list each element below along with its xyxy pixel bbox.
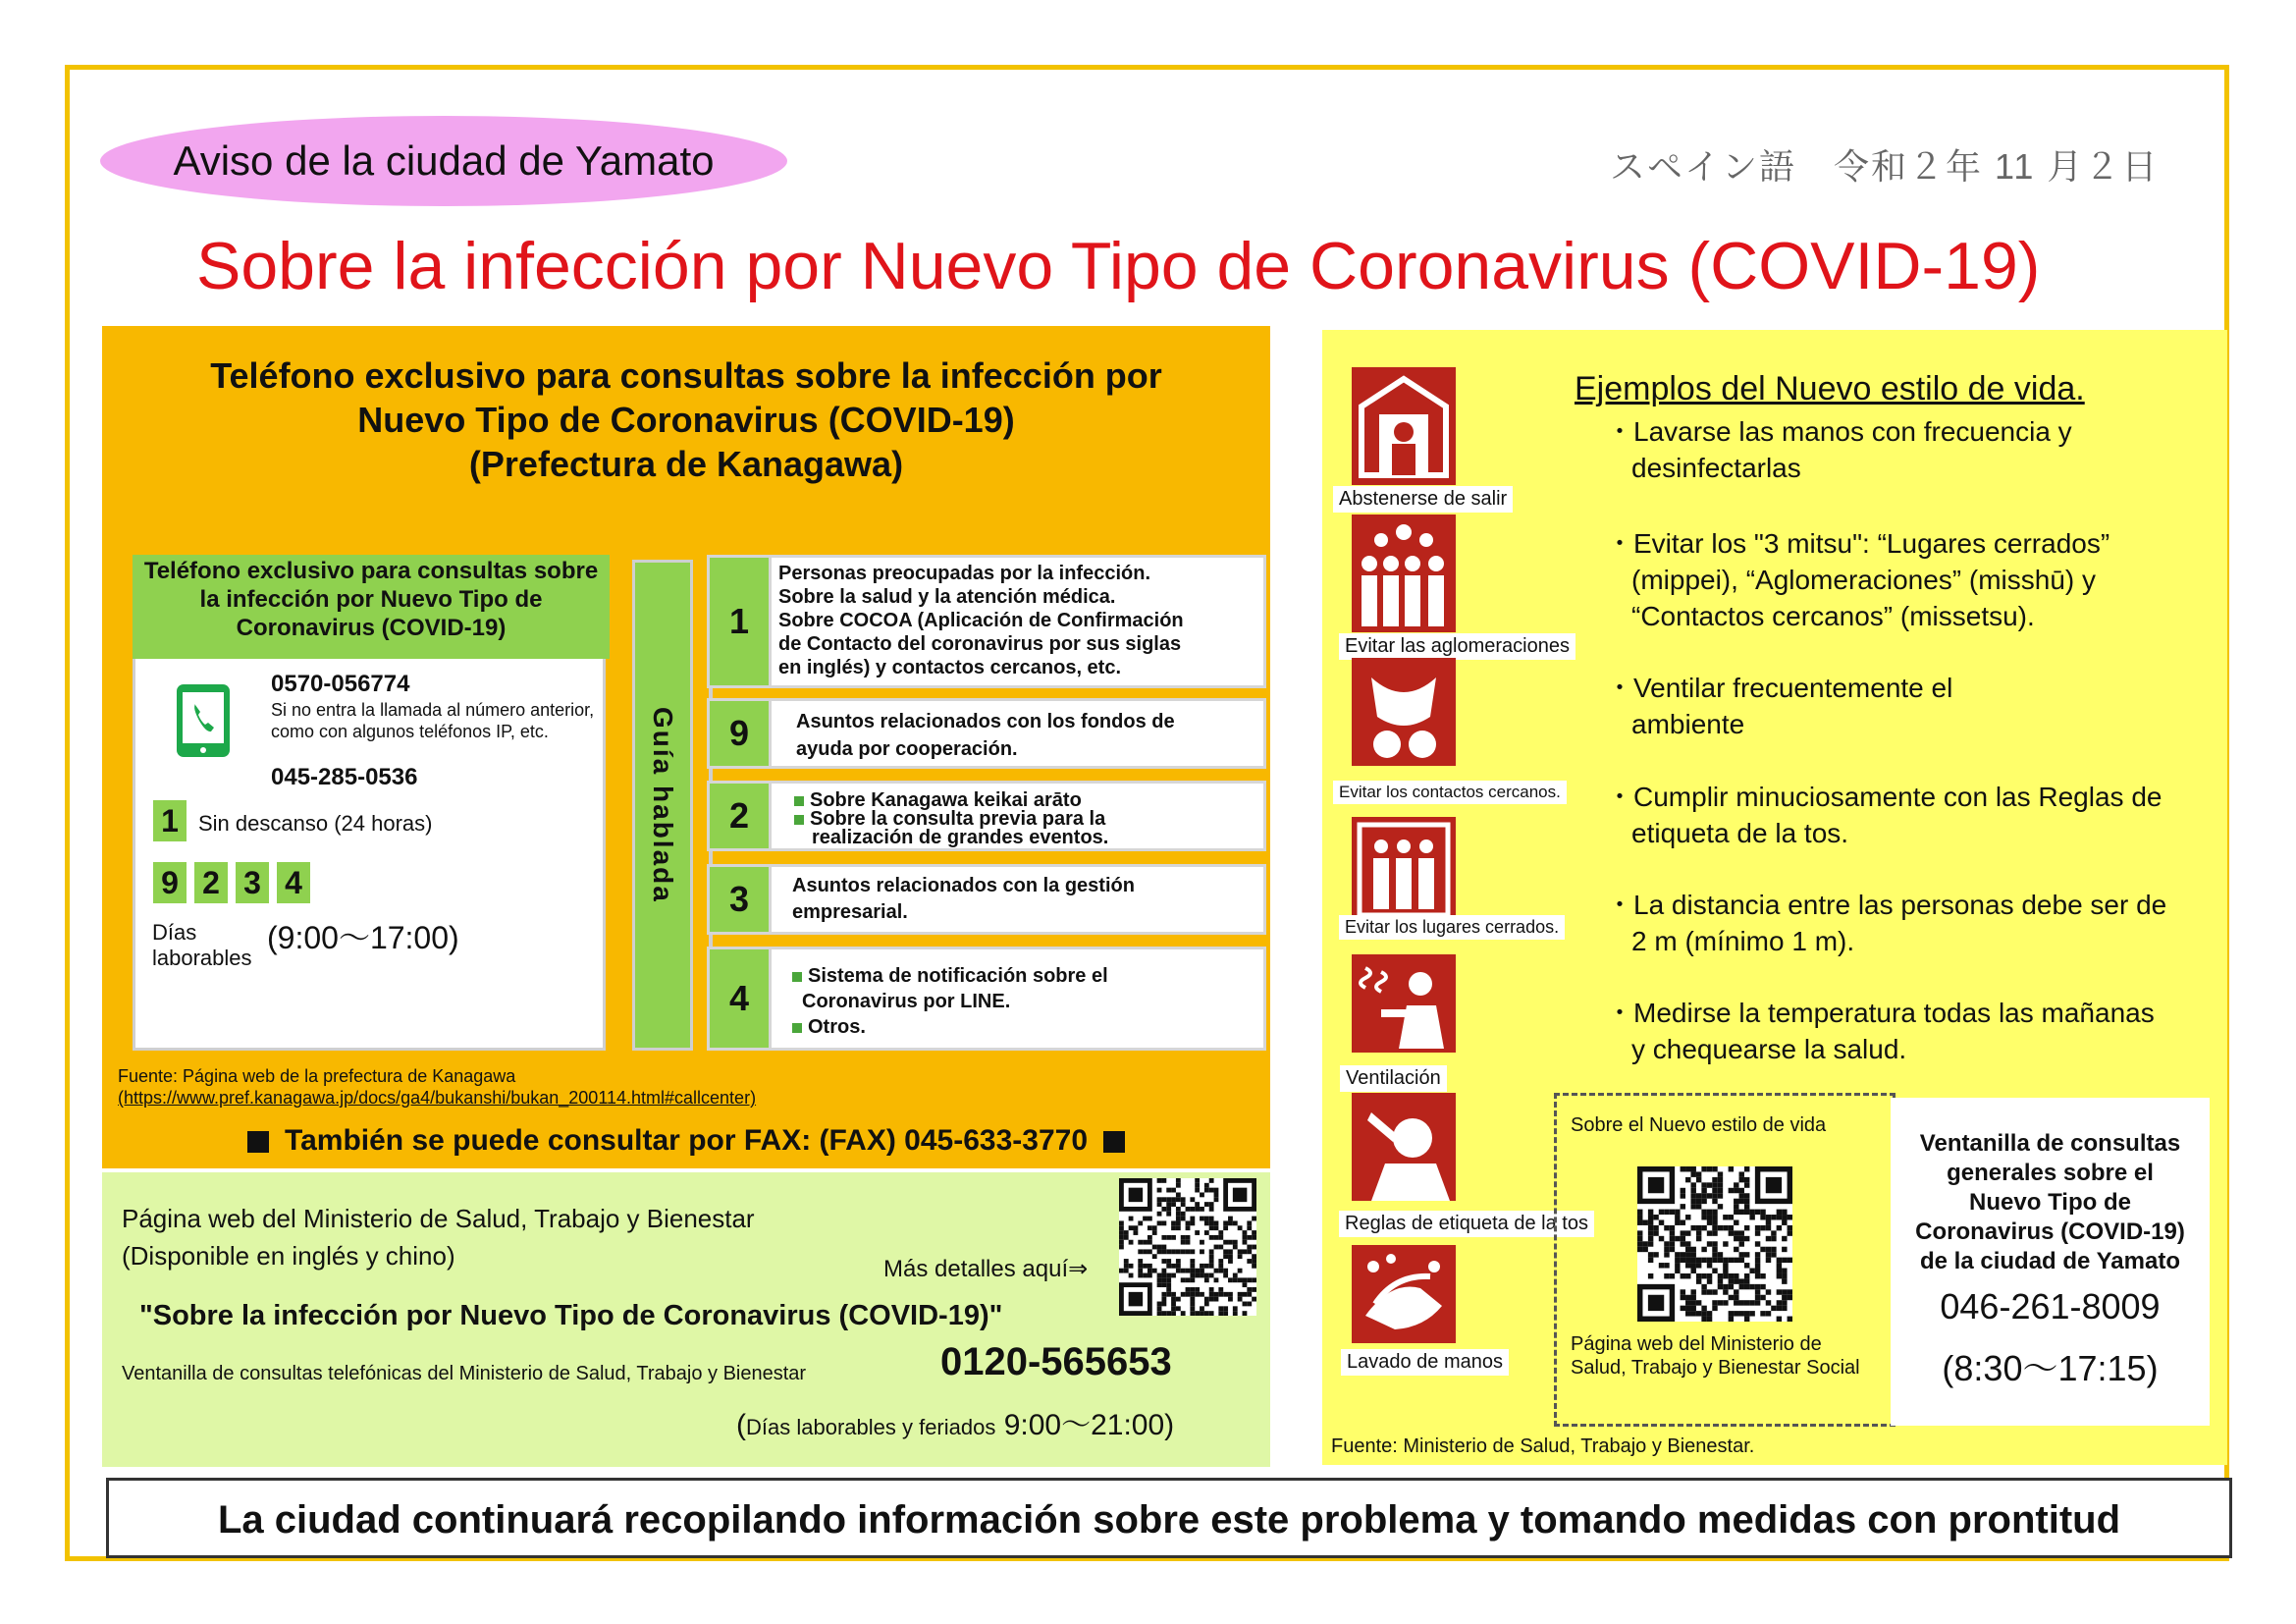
heading-line: (Prefectura de Kanagawa) xyxy=(468,444,904,484)
guide-option-9 xyxy=(707,698,1266,769)
bullet-line: ・Evitar los "3 mitsu": “Lugares cerrados” xyxy=(1606,528,2110,559)
qr-caption: Página web del Ministerio de Salud, Trabajo y Bienestar Social xyxy=(1571,1333,1860,1379)
fax-line xyxy=(102,1124,1270,1158)
bullet-line: ambiente xyxy=(1631,709,1745,739)
box-heading-line: Coronavirus (COVID-19) xyxy=(236,615,507,641)
footer-message: La ciudad continuará recopilando información sobre este problema y tomando medidas con prontitud xyxy=(217,1498,2121,1542)
mhlw-hours xyxy=(736,1400,1174,1443)
voice-guide-label: Guía hablada xyxy=(648,707,678,903)
phone-primary: 0570-056774 xyxy=(271,671,410,697)
option-line: Asuntos relacionados con la gestión xyxy=(792,875,1135,896)
lifestyle-bullet xyxy=(1606,887,2226,959)
lifestyle-source: Fuente: Ministerio de Salud, Trabajo y Bienestar. xyxy=(1331,1435,1755,1457)
weekday-digit: 3 xyxy=(236,862,269,903)
bullet-square xyxy=(792,972,802,982)
hand-washing-icon xyxy=(1352,1245,1456,1343)
smartphone-icon xyxy=(175,682,232,759)
bullet-square xyxy=(794,815,804,825)
lifestyle-qr-code[interactable] xyxy=(1637,1166,1792,1322)
option-line: de Contacto del coronavirus por sus siglas xyxy=(778,633,1182,655)
guide-option-1 xyxy=(707,555,1266,688)
weekdays-label-line: Días xyxy=(152,920,197,945)
yamato-desk-title xyxy=(1891,1129,2210,1276)
option-text xyxy=(778,562,1257,679)
heading-line: Nuevo Tipo de Coronavirus (COVID-19) xyxy=(357,400,1015,440)
option-line: Asuntos relacionados con los fondos de xyxy=(796,711,1175,732)
yamato-desk-hours: (8:30～17:15) xyxy=(1942,1348,2159,1388)
bullet-line: ・Medirse la temperatura todas las mañanas xyxy=(1606,998,2155,1028)
phone-secondary: 045-285-0536 xyxy=(271,764,418,790)
desk-title-line: de la ciudad de Yamato xyxy=(1920,1248,2180,1274)
cough-etiquette-icon xyxy=(1352,1093,1456,1201)
option-line: Personas preocupadas por la infección. xyxy=(778,563,1151,584)
phone-note: Si no entra la llamada al número anterior, como con algunos teléfonos IP, etc. xyxy=(271,700,595,741)
option-line-text: Otros. xyxy=(808,1016,866,1038)
bullet-line: ・Ventilar frecuentemente el xyxy=(1606,673,1953,703)
square-bullet-icon xyxy=(247,1131,269,1153)
option-line: realización de grandes eventos. xyxy=(812,827,1109,848)
kanagawa-source xyxy=(118,1065,756,1109)
hours-paren: ( xyxy=(736,1409,746,1441)
bullet-line: “Contactos cercanos” (missetsu). xyxy=(1631,601,2035,631)
option-number: 3 xyxy=(710,867,772,932)
qr-label: Sobre el Nuevo estilo de vida xyxy=(1571,1114,1827,1136)
lifestyle-title: Ejemplos del Nuevo estilo de vida. xyxy=(1575,370,2085,407)
mhlw-quote: "Sobre la infección por Nuevo Tipo de Coronavirus (COVID-19)" xyxy=(139,1300,1003,1331)
city-notice-badge xyxy=(100,116,787,206)
option-number: 2 xyxy=(710,784,772,848)
kanagawa-consult-heading xyxy=(102,353,1270,486)
pictogram-label: Lavado de manos xyxy=(1341,1349,1509,1376)
option-line-text: Sobre Kanagawa keikai arāto xyxy=(810,789,1082,811)
weekdays-label xyxy=(152,920,270,971)
option-text xyxy=(794,791,1257,847)
hours-label: Días laborables y feriados xyxy=(746,1415,996,1439)
lifestyle-bullet xyxy=(1606,525,2226,634)
option-text xyxy=(792,963,1257,1040)
desk-title-line: Ventanilla de consultas xyxy=(1919,1130,2181,1157)
option-line xyxy=(792,1014,1257,1040)
voice-guide-bar xyxy=(632,560,693,1051)
weekday-digit: 2 xyxy=(194,862,228,903)
desk-title-line: Nuevo Tipo de xyxy=(1969,1189,2131,1216)
more-details-link[interactable]: Más detalles aquí⇒ xyxy=(883,1256,1089,1282)
option-number: 9 xyxy=(710,701,772,766)
desk-title-line: Coronavirus (COVID-19) xyxy=(1915,1218,2185,1245)
option-line: Coronavirus por LINE. xyxy=(802,991,1011,1012)
closed-space-icon xyxy=(1352,817,1456,923)
source-label: Fuente: Página web de la prefectura de Kanagawa xyxy=(118,1066,516,1086)
option-line: empresarial. xyxy=(792,901,908,923)
no-rest-label: Sin descanso (24 horas) xyxy=(198,811,433,836)
bullet-line: y chequearse la salud. xyxy=(1631,1034,1907,1064)
option-line-text: Sobre la consulta previa para la xyxy=(810,808,1106,830)
option-line xyxy=(792,963,1257,989)
phone-info-heading xyxy=(133,555,610,659)
weekday-digit: 4 xyxy=(277,862,310,903)
stay-home-icon xyxy=(1352,367,1456,485)
pictogram-label: Reglas de etiqueta de la tos xyxy=(1339,1211,1594,1237)
option-line: ayuda por cooperación. xyxy=(796,738,1018,760)
guide-option-2 xyxy=(707,781,1266,851)
lifestyle-bullet xyxy=(1606,995,2226,1067)
bullet-line: etiqueta de la tos. xyxy=(1631,818,1849,848)
fax-text: También se puede consultar por FAX: (FAX) 045-633-3770 xyxy=(284,1124,1089,1157)
option-digit-1: 1 xyxy=(153,800,187,841)
mhlw-subtitle: (Disponible en inglés y chino) xyxy=(122,1241,455,1271)
lifestyle-bullet xyxy=(1606,670,2226,742)
bullet-line: ・La distancia entre las personas debe ser de xyxy=(1606,890,2167,920)
bullet-line: 2 m (mínimo 1 m). xyxy=(1631,926,1855,956)
weekday-digit: 9 xyxy=(153,862,187,903)
lifestyle-bullet xyxy=(1606,779,2226,851)
option-line-text: Sistema de notificación sobre el xyxy=(808,965,1108,987)
close-contact-icon xyxy=(1352,658,1456,766)
option-number: 1 xyxy=(710,558,772,685)
weekdays-label-line: laborables xyxy=(152,946,252,970)
crowd-icon xyxy=(1352,514,1456,632)
mhlw-qr-code[interactable] xyxy=(1119,1178,1256,1316)
pictogram-label: Evitar las aglomeraciones xyxy=(1339,633,1575,660)
pictogram-label: Ventilación xyxy=(1340,1065,1447,1092)
language-date: スペイン語 令和２年 11 月２日 xyxy=(1610,146,2160,187)
bullet-square xyxy=(794,796,804,806)
hours-value: 9:00～21:00) xyxy=(1003,1409,1175,1441)
option-line: Sobre la salud y la atención médica. xyxy=(778,586,1116,608)
option-line: Sobre COCOA (Aplicación de Confirmación xyxy=(778,610,1184,631)
guide-option-3 xyxy=(707,864,1266,935)
bullet-line: desinfectarlas xyxy=(1631,453,1801,483)
yamato-desk-tel: 046-261-8009 xyxy=(1940,1286,2161,1326)
box-heading-line: la infección por Nuevo Tipo de xyxy=(199,586,543,613)
mhlw-title-line: Página web del Ministerio de Salud, Trabajo y Bienestar xyxy=(122,1204,755,1233)
weekdays-hours: (9:00～17:00) xyxy=(267,920,459,955)
desk-title-line: generales sobre el xyxy=(1947,1160,2154,1186)
pictogram-label: Evitar los lugares cerrados. xyxy=(1339,915,1565,940)
pictogram-label: Evitar los contactos cercanos. xyxy=(1333,781,1567,804)
option-text xyxy=(796,710,1257,761)
bullet-line: ・Cumplir minuciosamente con las Reglas de xyxy=(1606,782,2163,812)
bullet-line: (mippei), “Aglomeraciones” (misshū) y xyxy=(1631,565,2097,595)
guide-option-4 xyxy=(707,947,1266,1051)
option-text xyxy=(792,874,1257,924)
pictogram-label: Abstenerse de salir xyxy=(1333,486,1513,513)
option-line: en inglés) y contactos cercanos, etc. xyxy=(778,657,1122,678)
mhlw-tel-label: Ventanilla de consultas telefónicas del Ministerio de Salud, Trabajo y Bienestar xyxy=(122,1363,807,1384)
badge-text: Aviso de la ciudad de Yamato xyxy=(173,137,715,184)
bullet-line: ・Lavarse las manos con frecuencia y xyxy=(1606,416,2072,447)
page-title: Sobre la infección por Nuevo Tipo de Coronavirus (COVID-19) xyxy=(196,229,2041,303)
source-url-link[interactable]: (https://www.pref.kanagawa.jp/docs/ga4/bukanshi/bukan_200114.html#callcenter) xyxy=(118,1088,757,1108)
heading-line: Teléfono exclusivo para consultas sobre la infección por xyxy=(210,355,1162,396)
ventilation-icon xyxy=(1352,954,1456,1053)
mhlw-tel: 0120-565653 xyxy=(940,1340,1172,1383)
bullet-square xyxy=(792,1023,802,1033)
lifestyle-bullet xyxy=(1606,413,2226,486)
option-number: 4 xyxy=(710,949,772,1048)
box-heading-line: Teléfono exclusivo para consultas sobre xyxy=(143,558,599,584)
mhlw-title xyxy=(122,1200,755,1274)
square-bullet-icon xyxy=(1103,1131,1125,1153)
